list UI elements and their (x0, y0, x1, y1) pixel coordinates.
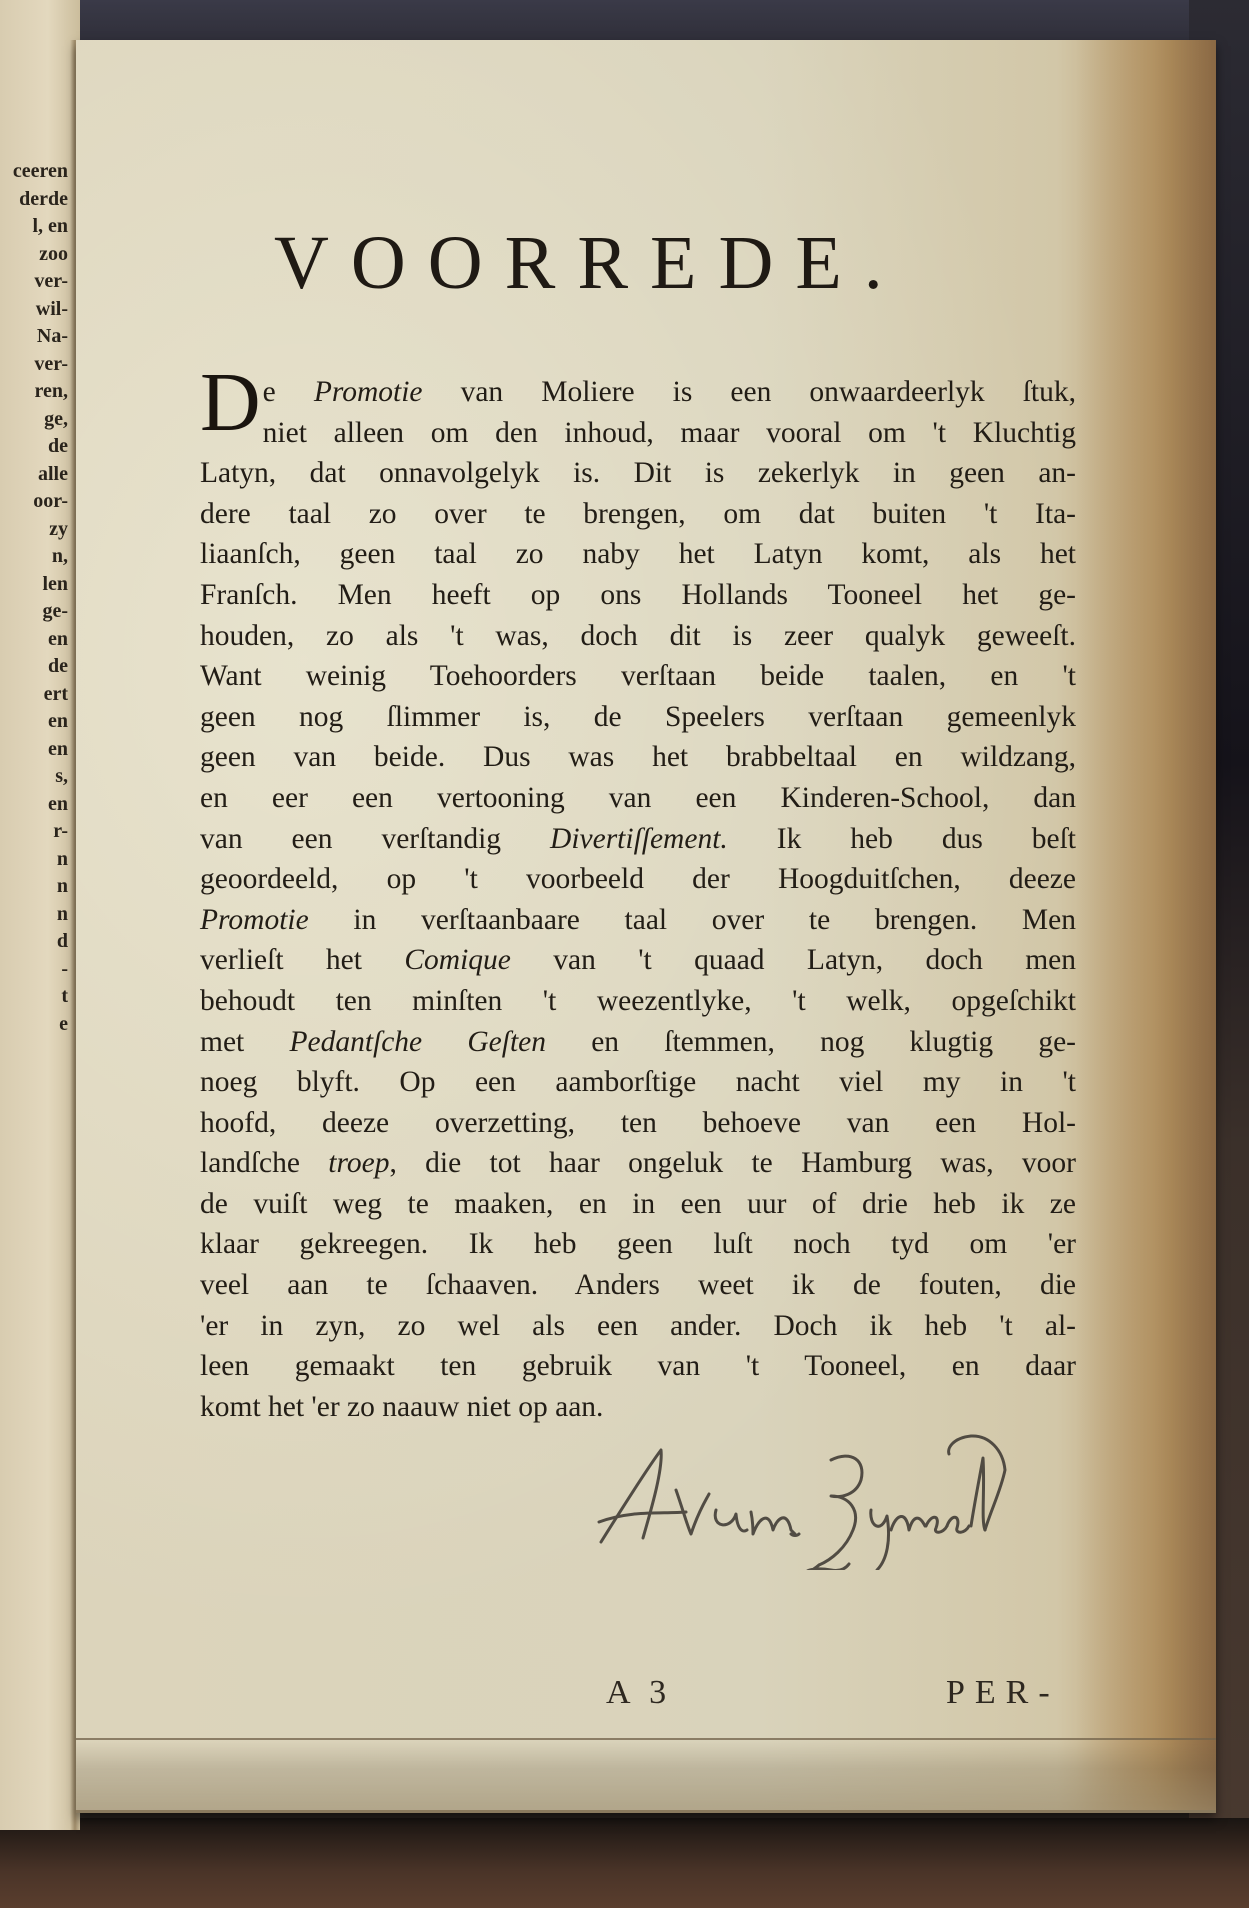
italic-phrase: Pedantſche Geſten (289, 1025, 546, 1058)
text-line (200, 1387, 1076, 1428)
text-run: Ik heb dus beſt (727, 822, 1076, 855)
text-run: geoordeeld, op 't voorbeeld der Hoogduitſchen, deeze (200, 863, 1076, 896)
left-page-text-fragment: ert (43, 682, 68, 705)
catchword: PER- (946, 1674, 1060, 1711)
text-run: de vuiſt weg te maaken, en in een uur of drie heb ik ze (200, 1187, 1076, 1220)
italic-phrase: Promotie (313, 376, 423, 408)
left-page-text-fragment: ge- (42, 600, 68, 622)
text-line (200, 616, 1076, 657)
text-run: van Moliere is een onwaardeerlyk ſtuk, (422, 376, 1076, 408)
left-page (0, 0, 80, 1830)
italic-phrase: troep (328, 1147, 390, 1180)
text-line (200, 534, 1076, 575)
text-run: Want weinig Toehoorders verſtaan beide taalen, en 't (200, 660, 1076, 693)
handwritten-signature (591, 1430, 1191, 1570)
text-line (200, 940, 1076, 981)
page-bottom-edge (76, 1738, 1216, 1810)
left-page-text-fragment: ge, (44, 407, 68, 430)
background-table (0, 1818, 1249, 1908)
left-page-text-fragment: - (61, 957, 68, 980)
text-run: en ſtemmen, nog klugtig ge- (546, 1025, 1076, 1058)
text-run: Latyn, dat onnavolgelyk is. Dit is zekerlyk in geen an- (200, 457, 1076, 490)
text-run: hoofd, deeze overzetting, ten behoeve van een Hol- (200, 1106, 1076, 1139)
left-page-text-fragment: ver- (34, 270, 68, 292)
text-line (200, 372, 1076, 413)
signature-mark: A 3 (606, 1674, 673, 1711)
left-page-text-fragment: ver- (34, 352, 68, 375)
text-line (200, 1184, 1076, 1225)
text-line (200, 819, 1076, 860)
italic-phrase: Divertiſſement. (550, 822, 728, 855)
text-line (200, 1346, 1076, 1387)
left-page-text-fragment: alle (38, 462, 68, 485)
text-line (200, 1143, 1076, 1184)
text-line (200, 859, 1076, 900)
text-line (200, 494, 1076, 535)
text-line (200, 656, 1076, 697)
text-run: Franſch. Men heeft op ons Hollands Tooneel het ge- (200, 578, 1076, 611)
text-run: , die tot haar ongeluk te Hamburg was, voor (389, 1147, 1076, 1180)
italic-phrase: Promotie (200, 903, 309, 936)
left-page-text-fragment: en (48, 710, 68, 732)
text-run: noeg blyft. Op een aamborſtige nacht viel my in 't (200, 1066, 1076, 1099)
left-page-text-fragment: en (48, 792, 68, 815)
left-page-text-fragment: zy (49, 517, 68, 540)
text-run: klaar gekreegen. Ik heb geen luſt noch tyd om 'er (200, 1228, 1076, 1261)
drop-cap: D (200, 356, 261, 449)
text-line (200, 453, 1076, 494)
text-run: geen nog ſlimmer is, de Speelers verſtaan gemeenlyk (200, 700, 1076, 733)
text-run: e (262, 376, 314, 408)
left-page-text-fragment: ceeren (12, 160, 68, 182)
text-run: niet alleen om den inhoud, maar vooral om 't Kluchtig (262, 416, 1076, 449)
left-page-text-fragment: Na- (36, 325, 68, 347)
text-run: leen gemaakt ten gebruik van 't Tooneel, en daar (200, 1350, 1076, 1383)
page-title: VOORREDE. (274, 221, 905, 305)
text-run: geen van beide. Dus was het brabbeltaal en wildzang, (200, 741, 1076, 774)
text-run: houden, zo als 't was, doch dit is zeer qualyk geweeſt. (200, 619, 1076, 652)
left-page-text-fragment: n (56, 902, 68, 925)
text-run: komt het 'er zo naauw niet op aan. (200, 1390, 604, 1423)
text-run: van 't quaad Latyn, doch men (510, 944, 1076, 977)
text-run: dere taal zo over te brengen, om dat buiten 't Ita- (200, 497, 1076, 530)
page-recto (76, 40, 1216, 1813)
text-line (200, 1265, 1076, 1306)
italic-phrase: Comique (404, 944, 511, 977)
preface-body (200, 356, 1076, 1427)
left-page-text-fragment: t (61, 985, 68, 1007)
text-line (200, 575, 1076, 616)
left-page-text-fragment: n (56, 847, 68, 870)
left-page-text-fragment: len (42, 572, 68, 595)
text-line (200, 900, 1076, 941)
text-line (200, 1103, 1076, 1144)
left-page-text-fragment: r- (53, 820, 68, 842)
left-page-text-fragment: de (48, 655, 68, 677)
text-run: behoudt ten minſten 't weezentlyke, 't welk, opgeſchikt (200, 984, 1076, 1017)
left-page-text-fragment: en (48, 627, 68, 650)
text-run: en eer een vertooning van een Kinderen-School, dan (200, 781, 1076, 814)
text-line (200, 697, 1076, 738)
text-line (200, 1022, 1076, 1063)
text-line (200, 737, 1076, 778)
left-page-text-fragment: oor- (33, 490, 68, 512)
left-page-text-fragment: derde (19, 187, 68, 210)
left-page-text-fragment: zoo (39, 242, 68, 265)
text-run: met (200, 1025, 290, 1058)
left-page-text-fragment: s, (55, 765, 68, 787)
left-page-text-fragment: ren, (34, 380, 68, 402)
left-page-text-fragment: e (59, 1012, 68, 1035)
text-line (200, 1306, 1076, 1347)
text-run: veel aan te ſchaaven. Anders weet ik de fouten, die (200, 1269, 1076, 1302)
left-page-text-fragment: l, en (32, 215, 68, 237)
text-run: landſche (200, 1147, 329, 1180)
text-line (200, 1062, 1076, 1103)
text-line (200, 413, 1076, 454)
left-page-text-fragment: n (56, 875, 68, 897)
text-line (200, 778, 1076, 819)
left-page-text-fragment: de (48, 435, 68, 457)
text-run: verlieſt het (200, 944, 405, 977)
left-page-text-fragment: wil- (35, 297, 68, 320)
left-page-text-fragment: d (56, 930, 68, 952)
left-page-text-fragment: en (48, 737, 68, 760)
text-line (200, 1224, 1076, 1265)
text-run: in verſtaanbaare taal over te brengen. Men (308, 903, 1076, 936)
text-line (200, 981, 1076, 1022)
text-run: van een verſtandig (200, 822, 551, 855)
left-page-text-fragment: n, (51, 545, 68, 567)
text-run: liaanſch, geen taal zo naby het Latyn komt, als het (200, 538, 1076, 571)
text-run: 'er in zyn, zo wel als een ander. Doch ik heb 't al- (200, 1309, 1076, 1342)
